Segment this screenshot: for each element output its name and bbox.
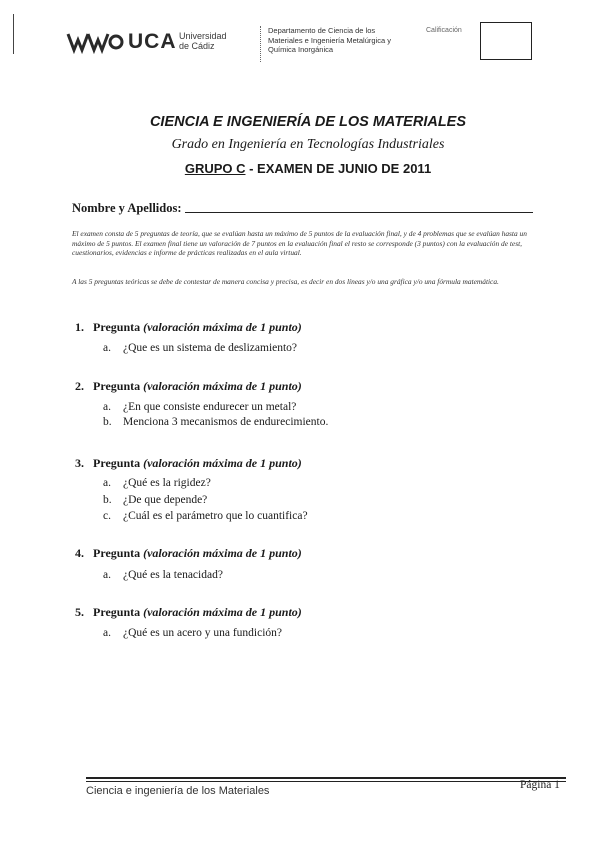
margin-mark (13, 14, 14, 54)
grade-box[interactable] (480, 22, 532, 60)
question-3: 3. Pregunta (valoración máxima de 1 punto) (75, 456, 302, 470)
question-3-b: b. ¿De que depende? (103, 494, 208, 506)
instructions-paragraph: El examen consta de 5 preguntas de teoría, que se evalúan hasta un máximo de 5 puntos de la evaluación final, y de 4 problemas que se evalúan hasta un máximo de 5 puntos. El examen final tiene un valoración de 7 puntos en la evaluación final el resto se corresponde (3 puntos) con la evaluación de test, cuestionarios, evidencias e informe de prácticas realizadas en el aula virtual. (72, 229, 527, 257)
university-logo (66, 28, 236, 58)
department-name: Departamento de Ciencia de los Materiales e Ingeniería Metalúrgica y Química Inorgánica (268, 26, 391, 54)
degree-subtitle: Grado en Ingeniería en Tecnologías Industriales (171, 137, 445, 152)
question-4: 4. Pregunta (valoración máxima de 1 punto) (75, 546, 302, 560)
logo-text: UCA (128, 30, 177, 53)
name-label: Nombre y Apellidos: (72, 201, 182, 215)
footer-rule (86, 781, 566, 782)
footer-course: Ciencia e ingeniería de los Materiales (86, 785, 270, 797)
question-3-a: a. ¿Qué es la rigidez? (103, 477, 211, 489)
name-field[interactable] (185, 212, 533, 213)
group-label: GRUPO C (184, 161, 246, 176)
question-2-a: a. ¿En que consiste endurecer un metal? (103, 401, 297, 413)
grade-label: Calificación (426, 27, 462, 34)
university-name: Universidad de Cádiz (179, 31, 227, 51)
question-2-b: b. Menciona 3 mecanismos de endurecimiento. (103, 416, 329, 428)
course-title: CIENCIA E INGENIERÍA DE LOS MATERIALES (149, 114, 467, 130)
header-divider (260, 26, 261, 62)
question-1-a: a. ¿Que es un sistema de deslizamiento? (103, 342, 298, 354)
instructions-paragraph: A las 5 preguntas teóricas se debe de contestar de manera concisa y precisa, es decir en dos líneas y/o una gráfica y/o una fórmula matemática. (72, 277, 499, 286)
question-5: 5. Pregunta (valoración máxima de 1 punto) (75, 605, 302, 619)
footer-rule (86, 777, 566, 779)
question-1: 1. Pregunta (valoración máxima de 1 punto) (75, 320, 302, 334)
question-3-c: c. ¿Cuál es el parámetro que lo cuantifica? (103, 510, 308, 522)
question-5-a: a. ¿Qué es un acero y una fundición? (103, 627, 283, 639)
exam-heading (0, 161, 616, 176)
uca-logo-icon (66, 30, 124, 54)
question-2: 2. Pregunta (valoración máxima de 1 punto) (75, 379, 302, 393)
exam-date: - EXAMEN DE JUNIO DE 2011 (245, 161, 432, 176)
question-4-a: a. ¿Qué es la tenacidad? (103, 569, 223, 581)
page-number: Página 1 (520, 779, 560, 791)
